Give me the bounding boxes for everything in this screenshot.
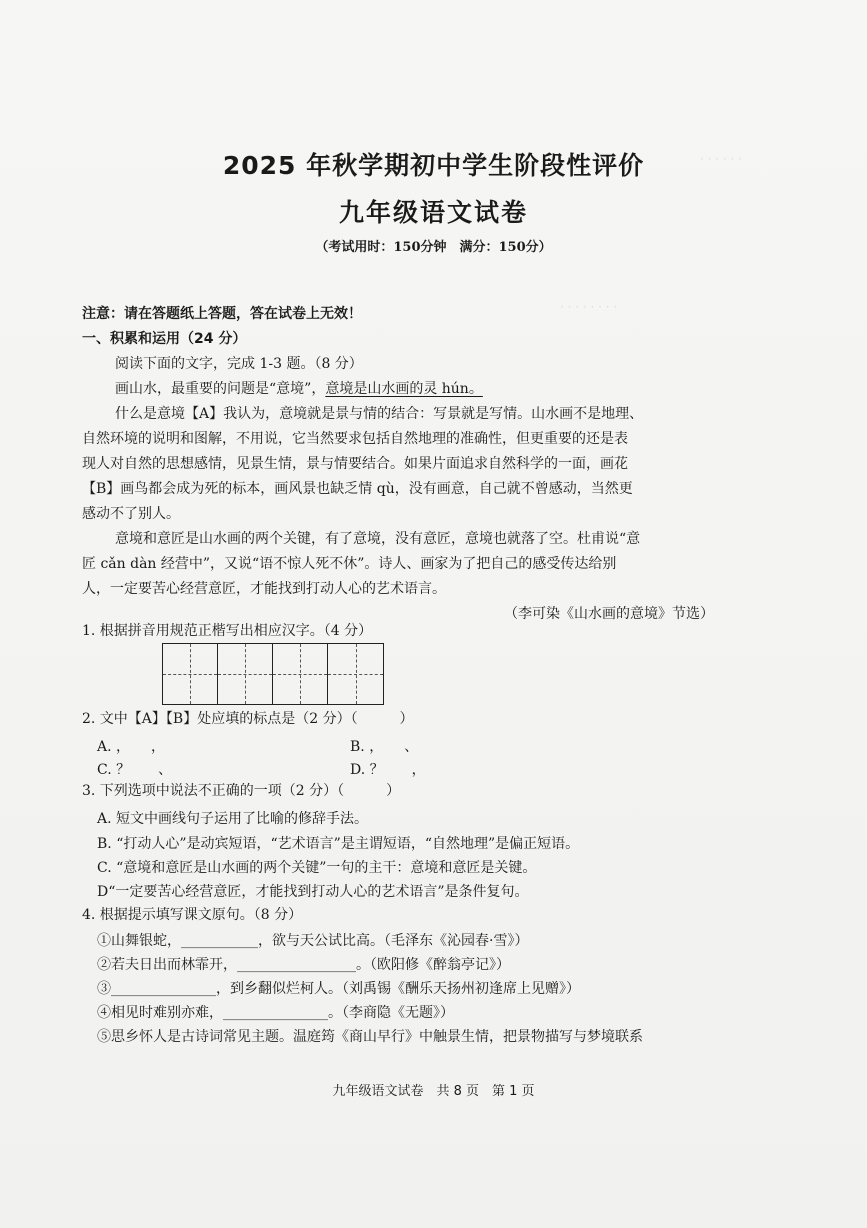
q3-option-a: A. 短文中画线句子运用了比喻的修辞手法。	[97, 811, 369, 827]
section-heading: 一、积累和运用（24 分）	[82, 331, 247, 347]
q2-option-a: A. ， ，	[97, 739, 166, 755]
passage-line: 【B】画鸟都会成为死的标本，画风景也缺乏情 qù，没有画意，自己就不曾感动，当然更	[82, 481, 633, 497]
exam-subtitle: 九年级语文试卷	[338, 198, 528, 227]
exam-title: 2025 年秋学期初中学生阶段性评价	[222, 151, 645, 180]
passage-p1	[115, 380, 765, 398]
passage-source: （李可染《山水画的意境》节选）	[504, 606, 714, 622]
question-3: 3. 下列选项中说法不正确的一项（2 分）（ ）	[82, 783, 401, 799]
q3-option-b: B. “打动人心”是动宾短语，“艺术语言”是主谓短语，“自然地理”是偏正短语。	[97, 836, 580, 852]
bleed-through-text: · · · · · ·	[700, 152, 742, 166]
passage-line: 感动不了别人。	[82, 506, 180, 522]
passage-line: 人，一定要苦心经营意匠，才能找到打动人心的艺术语言。	[82, 581, 446, 597]
q3-option-d: D“一定要苦心经营意匠，才能找到打动人心的艺术语言”是条件复句。	[97, 884, 529, 900]
q4-item-3: ③_______________，到乡翻似烂柯人。（刘禹锡《酬乐天扬州初逢席上见赠》）	[97, 981, 580, 997]
page-footer: 九年级语文试卷 共 8 页 第 1 页	[332, 1084, 535, 1099]
answer-cell[interactable]	[218, 644, 273, 704]
answer-cell[interactable]	[163, 644, 218, 704]
question-2: 2. 文中【A】【B】处应填的标点是（2 分）（ ）	[82, 711, 414, 727]
passage-line: 现人对自然的思想感情，见景生情，景与情要结合。如果片面追求自然科学的一面，画花	[82, 456, 628, 472]
question-1: 1. 根据拼音用规范正楷写出相应汉字。（4 分）	[82, 623, 373, 639]
answer-cell[interactable]	[273, 644, 328, 704]
question-4: 4. 根据提示填写课文原句。（8 分）	[82, 907, 303, 923]
q3-option-c: C. “意境和意匠是山水画的两个关键”一句的主干：意境和意匠是关键。	[97, 860, 537, 876]
passage-line: 意境和意匠是山水画的两个关键，有了意境，没有意匠，意境也就落了空。杜甫说“意	[115, 531, 641, 547]
q2-option-c: C. ？ 、	[97, 762, 173, 778]
passage-line: 自然环境的说明和图解，不用说，它当然要求包括自然地理的准确性，但更重要的还是表	[82, 431, 628, 447]
q2-option-d: D. ？ ，	[350, 762, 426, 778]
q4-item-4: ④相见时难别亦难，_______________。（李商隐《无题》）	[97, 1005, 454, 1021]
q2-option-b: B. ， 、	[350, 739, 419, 755]
answer-cell[interactable]	[328, 644, 383, 704]
q4-item-5: ⑤思乡怀人是古诗词常见主题。温庭筠《商山早行》中触景生情，把景物描写与梦境联系	[97, 1029, 643, 1045]
reading-instruction: 阅读下面的文字，完成 1-3 题。（8 分）	[115, 356, 363, 372]
bleed-through-text: · · · · · · · ·	[560, 300, 618, 314]
answer-grid[interactable]	[162, 643, 384, 705]
notice: 注意：请在答题纸上答题，答在试卷上无效！	[82, 306, 362, 322]
passage-line: 匠 cǎn dàn 经营中”，又说“语不惊人死不休”。诗人、画家为了把自己的感受传达给别	[82, 556, 617, 572]
q4-item-2: ②若夫日出而林霏开，_________________。（欧阳修《醉翁亭记》）	[97, 957, 510, 973]
passage-p1-plain: 画山水，最重要的问题是“意境”，	[115, 381, 326, 397]
passage-line: 什么是意境【A】我认为，意境就是景与情的结合：写景就是写情。山水画不是地理、	[115, 406, 644, 422]
exam-meta: （考试用时：150分钟 满分：150分）	[315, 240, 552, 255]
passage-p1-underlined: 意境是山水画的灵 hún。	[325, 381, 483, 397]
q4-item-1: ①山舞银蛇，___________，欲与天公试比高。（毛泽东《沁园春·雪》）	[97, 933, 529, 949]
